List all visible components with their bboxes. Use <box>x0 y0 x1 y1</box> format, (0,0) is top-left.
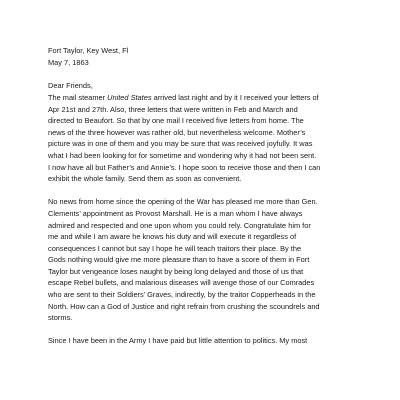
paragraph-1-line: exhibit the whole family. Send them as soon as convenient. <box>48 174 242 184</box>
letter-place: Fort Taylor, Key West, Fl <box>48 46 129 55</box>
paragraph-1-line: Apr 21st and 27th. Also, three letters that were written in Feb and March and <box>48 104 298 114</box>
letter-date: May 7, 1863 <box>48 57 89 67</box>
paragraph-2 <box>48 196 380 324</box>
paragraph-2-line: storms. <box>48 313 73 323</box>
paragraph-3-line: Since I have been in the Army I have paid but little attention to politics. My most <box>48 336 308 346</box>
paragraph-1-line: what I had been looking for for sometime and wondering why it had not been sent. <box>48 150 317 160</box>
paragraph-1-line-1-end: arrived last night and by it I received your letters of <box>151 92 319 102</box>
paragraph-2-line: Taylor but vengeance loses naught by being long delayed and those of us that <box>48 266 304 276</box>
paragraph-1-line <box>48 92 380 104</box>
paragraph-1-line: news of the three however was rather old, but nevertheless welcome. Mother’s <box>48 127 306 137</box>
paragraph-1-line: I now have all but Father’s and Annie’s. I hope soon to receive those and then I can <box>48 162 321 172</box>
paragraph-2-line: escape Rebel bullets, and malarious diseases will avenge those of our Comrades <box>48 278 315 288</box>
paragraph-2-line: consequences I cannot but say I hope he will teach traitors their place. By the <box>48 243 302 253</box>
paragraph-1-line: directed to Beaufort. So that by one mail I received five letters from home. The <box>48 116 304 126</box>
paragraph-1-line-1-start: The mail steamer <box>48 92 108 102</box>
paragraph-2-line: who are sent to their Soldiers’ Graves, indirectly, by the traitor Copperheads in the <box>48 290 316 300</box>
paragraph-2-line: No news from home since the opening of the War has pleased me more than Gen. <box>48 197 318 207</box>
ship-name: United States <box>107 92 152 102</box>
paragraph-2-line: Gods nothing would give me more pleasure than to have a score of them in Fort <box>48 255 310 265</box>
paragraph-1-line: picture was in one of them and you may be sure that was received joyfully. It was <box>48 139 313 149</box>
letter-heading <box>48 45 380 68</box>
paragraph-2-line: Clements’ appointment as Provost Marshall. He is a man whom I have always <box>48 208 303 218</box>
paragraph-3 <box>48 335 380 347</box>
letter-body <box>48 45 380 359</box>
paragraph-2-line: me and while I am aware he knows his duty and will execute it regardless of <box>48 232 297 242</box>
paragraph-2-line: North. How can a God of Justice and right refrain from crushing the scoundrels and <box>48 301 320 311</box>
paragraph-1 <box>48 92 380 185</box>
salutation: Dear Friends, <box>48 80 93 90</box>
paragraph-2-line: admired and respected and one upon whom you could rely. Congratulate him for <box>48 220 311 230</box>
